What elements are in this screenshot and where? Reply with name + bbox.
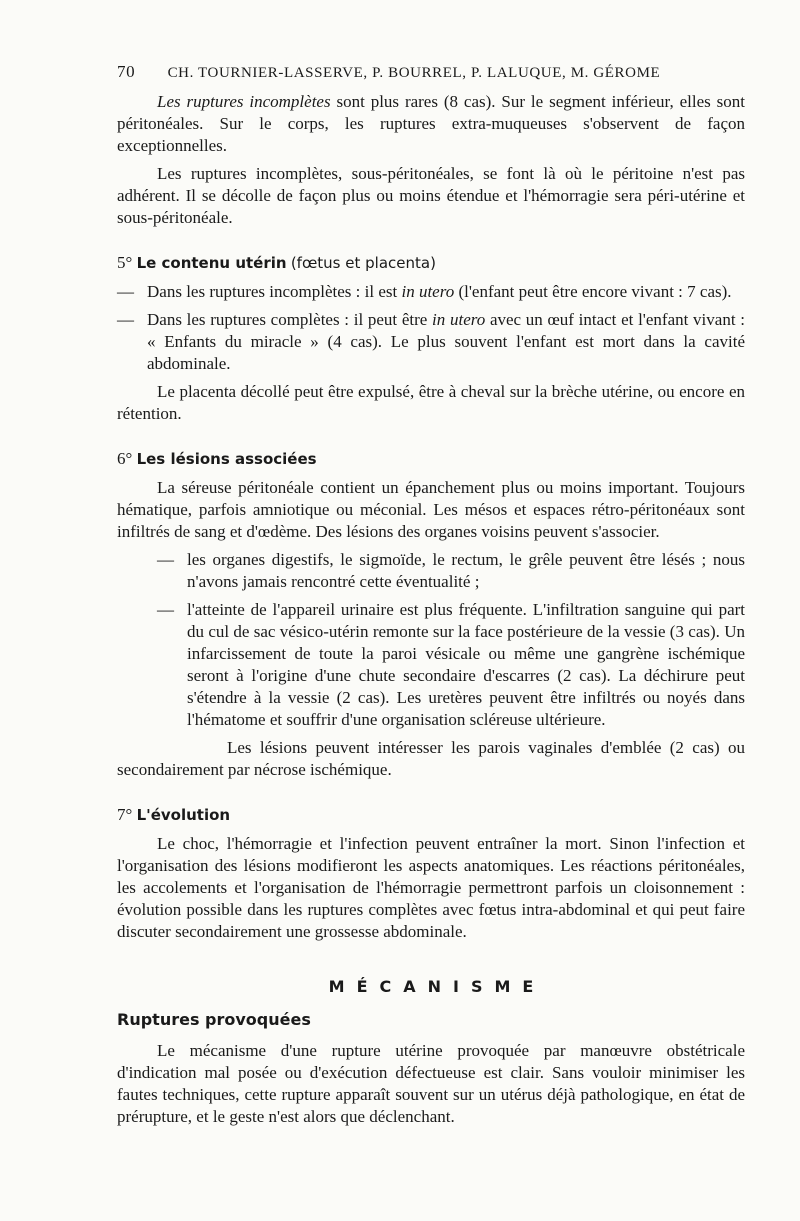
section-7-number: 7°	[117, 805, 133, 824]
mecanisme-title: MÉCANISME	[328, 977, 546, 996]
section-6-paragraph-1: La séreuse péritonéale contient un épanchement plus ou moins important. Toujours hématique, parfois amniotique ou méconial. Les mésos et espaces rétro-péritonéaux sont infiltrés de sang et d'œdème. Des lésions des organes voisins peuvent s'associer.	[117, 478, 745, 541]
intro-paragraph-2: Les ruptures incomplètes, sous-péritonéales, se font là où le péritoine n'est pas adhérent. Il se décolle de façon plus ou moins étendue et l'hémorragie sera péri-utérine et sous-péritonéale.	[117, 164, 745, 227]
section-7-paragraph: Le choc, l'hémorragie et l'infection peuvent entraîner la mort. Sinon l'infection et l'organisation des lésions modifieront les aspects anatomiques. Les réactions péritonéales, les accolements et l'organisation de l'hémorragie permettront parfois un cloisonnement : évolution possible dans les ruptures complètes avec fœtus intra-abdominal et qui peut faire discuter secondairement une grossesse abdominale.	[117, 834, 745, 941]
section-6-list	[157, 549, 745, 731]
mecanisme-paragraph: Le mécanisme d'une rupture utérine provoquée par manœuvre obstétricale d'indication mal posée ou d'exécution défectueuse est clair. Sans vouloir minimiser les fautes techniques, cette rupture apparaît souvent sur un utérus déjà pathologique, en état de prérupture, et le geste n'est alors que déclenchant.	[117, 1041, 745, 1126]
intro-paragraph-1-text: sont plus rares (8 cas). Sur le segment inférieur, elles sont péritonéales. Sur le corps, les ruptures extra-muqueuses s'observent de façon exceptionnelles.	[117, 92, 745, 155]
intro-italic-term: Les ruptures incomplètes	[157, 92, 331, 111]
item-text: avec un œuf intact et l'enfant vivant : « Enfants du miracle » (4 cas). Le plus souvent l'enfant est mort dans la cavité abdominale.	[147, 310, 745, 373]
placenta-paragraph: Le placenta décollé peut être expulsé, être à cheval sur la brèche utérine, ou encore en rétention.	[117, 382, 745, 423]
ruptures-provoquees-heading: Ruptures provoquées	[117, 1010, 311, 1029]
section-7-heading	[117, 803, 745, 827]
section-6-paragraph-2: Les lésions peuvent intéresser les parois vaginales d'emblée (2 cas) ou secondairement par nécrose ischémique.	[117, 738, 745, 779]
dash-marker: —	[117, 310, 134, 329]
section-6-item-2-text: l'atteinte de l'appareil urinaire est plus fréquente. L'infiltration sanguine qui part du cul de sac vésico-utérin remonte sur la face postérieure de la vessie (3 cas). Un infarcissement de toute la paroi vésicale ou même une gangrène ischémique seront à l'origine d'une chute secondaire d'escarres (2 cas). La déchirure peut s'étendre à la vessie (2 cas). Les uretères peuvent être infiltrés ou noyés dans l'hématome et souffrir d'une organisation scléreuse ultérieure.	[187, 600, 745, 729]
item-italic: in utero	[401, 282, 455, 301]
author-line: CH. TOURNIER-LASSERVE, P. BOURREL, P. LALUQUE, M. GÉROME	[167, 65, 661, 81]
section-6-heading	[117, 447, 745, 471]
section-6-title: Les lésions associées	[136, 450, 317, 468]
dash-marker: —	[157, 550, 174, 569]
dash-marker: —	[117, 282, 134, 301]
item-text: Dans les ruptures complètes : il peut être	[147, 310, 433, 329]
item-italic: in utero	[432, 310, 486, 329]
section-6-list-item	[157, 549, 745, 593]
section-5-list-item	[117, 281, 745, 303]
section-5-list-item	[117, 309, 745, 375]
page-body	[117, 60, 745, 1128]
section-5-heading	[117, 251, 745, 275]
item-text: Dans les ruptures incomplètes : il est	[147, 282, 402, 301]
item-text: (l'enfant peut être encore vivant : 7 cas).	[454, 282, 732, 301]
section-6-item-1-text: les organes digestifs, le sigmoïde, le rectum, le grêle peuvent être lésés ; nous n'avons jamais rencontré cette éventualité ;	[187, 550, 745, 591]
section-5-number: 5°	[117, 253, 133, 272]
section-7-title: L'évolution	[136, 806, 231, 824]
section-6-number: 6°	[117, 449, 133, 468]
intro-paragraph-1	[117, 91, 745, 157]
section-5-subtitle: (fœtus et placenta)	[290, 254, 436, 272]
section-6-list-item	[157, 599, 745, 731]
section-5-item-1-text	[147, 281, 745, 303]
page-number: 70	[117, 62, 136, 81]
section-5-title: Le contenu utérin	[136, 254, 287, 272]
dash-marker: —	[157, 600, 174, 619]
section-5-item-2-text	[147, 309, 745, 375]
running-head	[117, 60, 745, 85]
